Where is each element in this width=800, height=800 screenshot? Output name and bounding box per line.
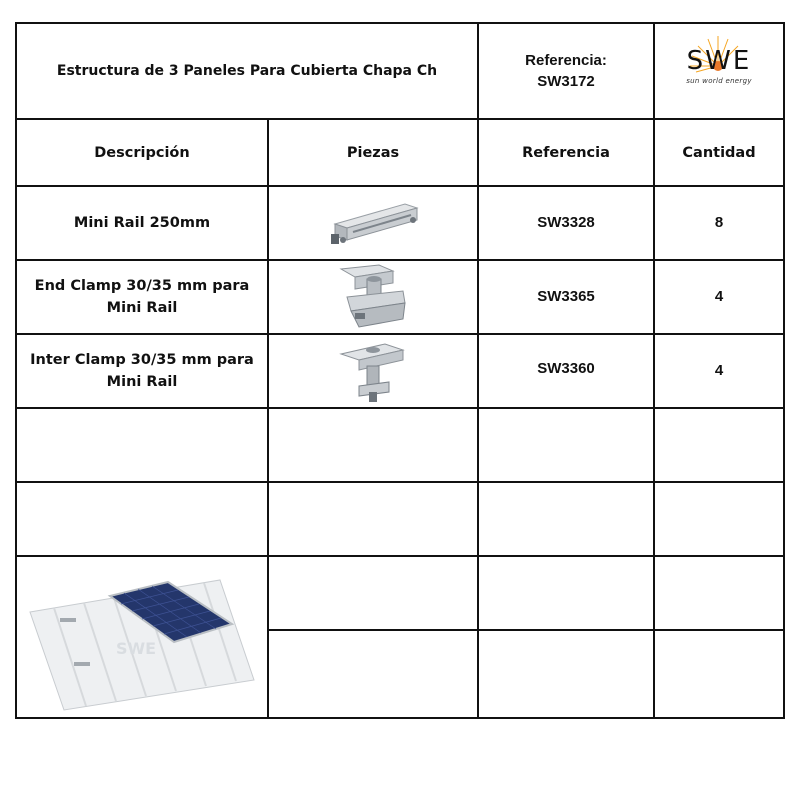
column-header-pieces-text: Piezas (346, 144, 400, 161)
row-1-pieces (267, 185, 479, 261)
watermark-text: SWE (116, 639, 157, 658)
column-header-quantity-text: Cantidad (682, 144, 756, 161)
row-2-reference (477, 259, 655, 335)
row-1-description (15, 185, 269, 261)
sheet-title (15, 22, 479, 120)
row-3-quantity (653, 333, 785, 409)
column-header-reference-text: Referencia (522, 144, 610, 161)
reference-label: Referencia: (525, 52, 607, 69)
row-5-description (15, 481, 269, 557)
row-2-quantity (653, 259, 785, 335)
row-5-reference (477, 481, 655, 557)
row-2-pieces (267, 259, 479, 335)
row-1-quantity (653, 185, 785, 261)
row-2-description-text: End Clamp 30/35 mm para Mini Rail (34, 278, 250, 316)
row-5-quantity (653, 481, 785, 557)
logo-mark: SWE (686, 46, 752, 76)
assembly-image-cell (15, 555, 269, 719)
row-6-quantity (653, 555, 785, 631)
row-1-quantity-text: 8 (714, 214, 724, 231)
row-3-reference (477, 333, 655, 409)
product-sheet-table (15, 22, 785, 719)
row-4-reference (477, 407, 655, 483)
row-4-pieces (267, 407, 479, 483)
row-3-description-text: Inter Clamp 30/35 mm para Mini Rail (30, 352, 254, 390)
row-7-pieces (267, 629, 479, 719)
row-2-description (15, 259, 269, 335)
column-header-description-text: Descripción (94, 144, 190, 161)
row-3-reference-text: SW3360 (537, 360, 595, 377)
row-6-pieces (267, 555, 479, 631)
row-4-description (15, 407, 269, 483)
column-header-reference (477, 118, 655, 187)
row-6-reference (477, 555, 655, 631)
column-header-pieces (267, 118, 479, 187)
row-2-reference-text: SW3365 (537, 288, 595, 305)
row-7-quantity (653, 629, 785, 719)
row-7-reference (477, 629, 655, 719)
row-3-pieces (267, 333, 479, 409)
row-1-description-text: Mini Rail 250mm (73, 215, 211, 231)
sheet-title-text: Estructura de 3 Paneles Para Cubierta Chapa Ch (56, 63, 438, 79)
logo-cell (653, 22, 785, 120)
swe-logo (686, 46, 752, 92)
row-5-pieces (267, 481, 479, 557)
reference-value: SW3172 (537, 73, 595, 90)
end-clamp-image (333, 261, 413, 333)
mini-rail-image (323, 194, 423, 252)
header-reference (477, 22, 655, 120)
row-2-quantity-text: 4 (714, 288, 724, 305)
row-3-quantity-text: 4 (714, 362, 724, 379)
row-1-reference (477, 185, 655, 261)
column-header-quantity (653, 118, 785, 187)
inter-clamp-image (333, 336, 413, 406)
row-4-quantity (653, 407, 785, 483)
logo-tagline: sun world energy (686, 77, 752, 85)
solar-panels-on-roof-image (24, 562, 260, 712)
row-3-description (15, 333, 269, 409)
row-1-reference-text: SW3328 (537, 214, 595, 231)
column-header-description (15, 118, 269, 187)
